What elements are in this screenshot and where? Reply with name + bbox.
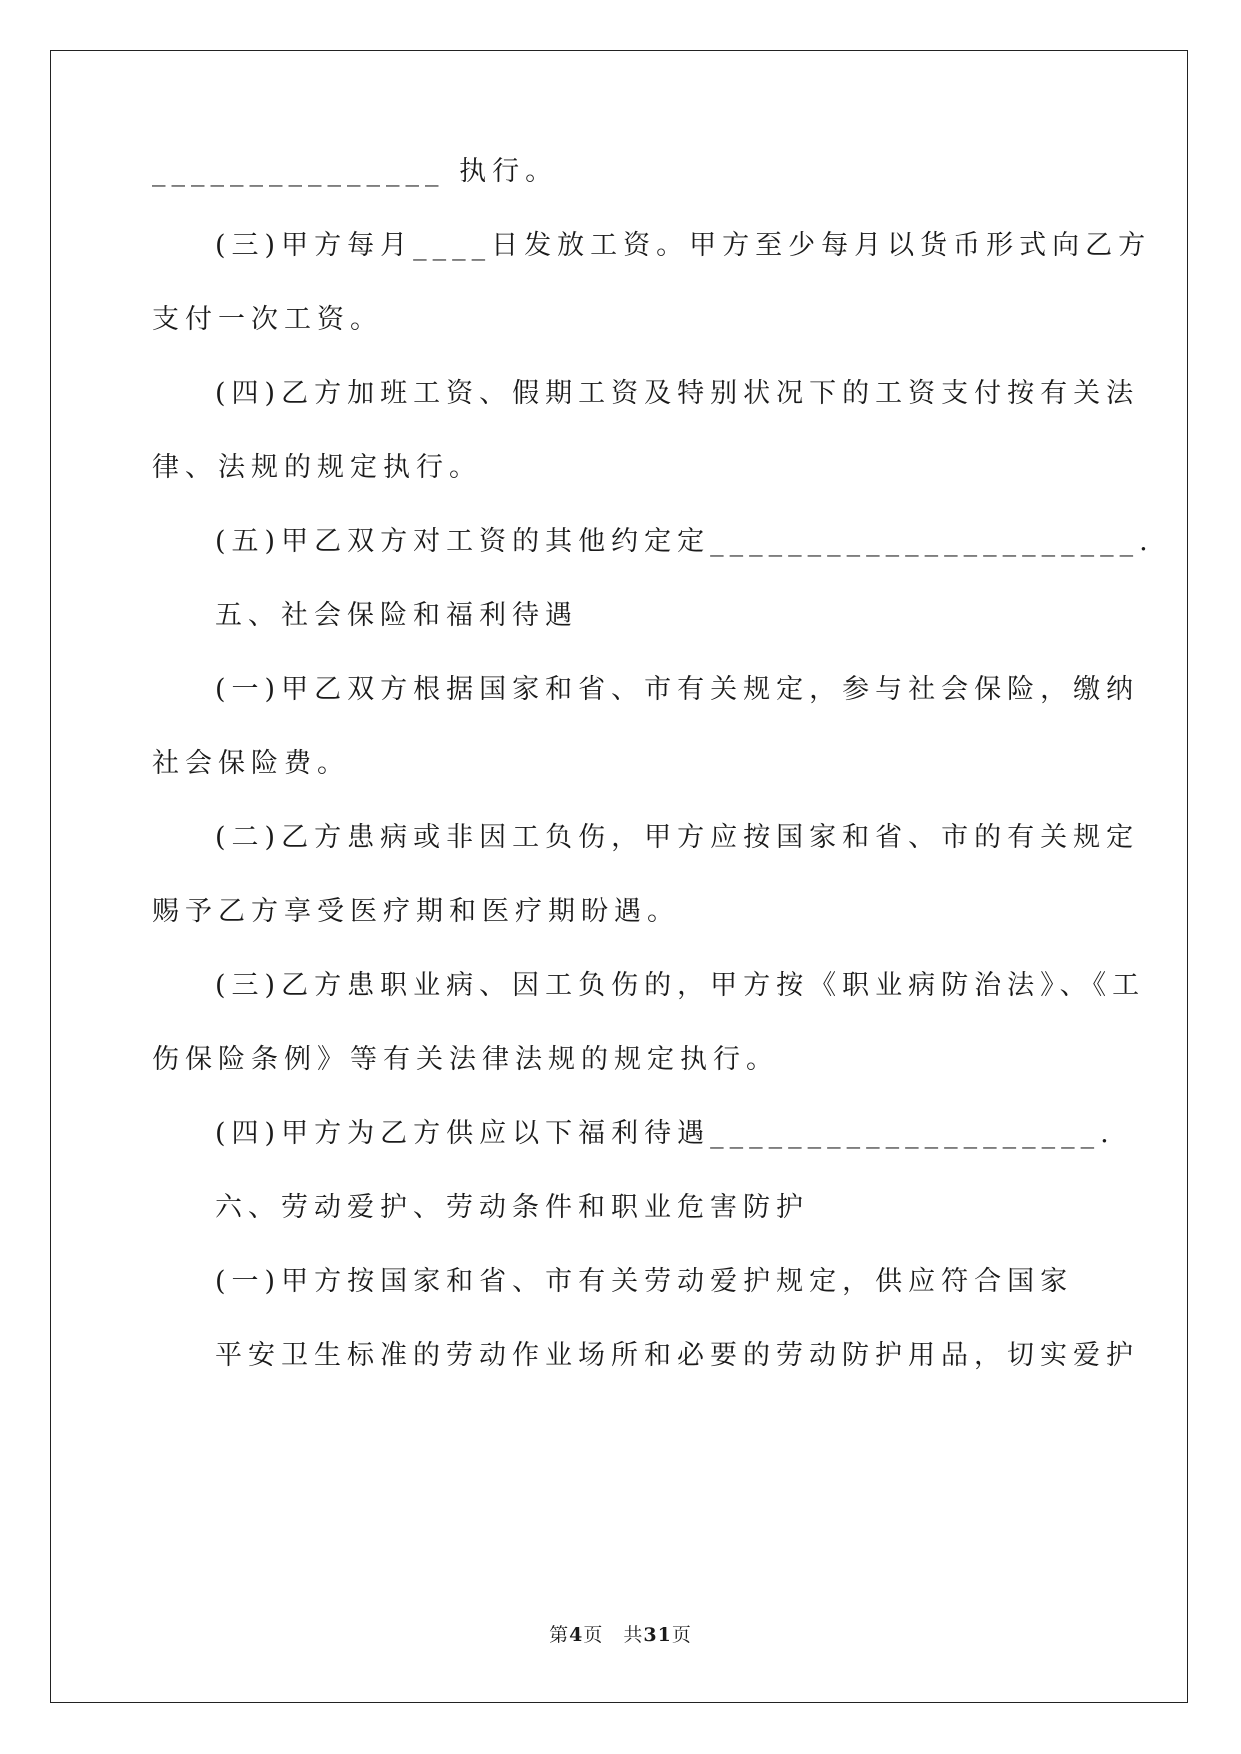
section-heading-5: 五、社会保险和福利待遇 [215,600,578,631]
text-line-17: 平安卫生标准的劳动作业场所和必要的劳动防护用品，切实爱护 [215,1340,1139,1371]
page-footer [0,1620,1241,1647]
text-line-10: (二)乙方患病或非因工负伤，甲方应按国家和省、市的有关规定 [215,822,1140,853]
text-line-9: 社会保险费。 [152,748,350,779]
text-line-14: (四)甲方为乙方供应以下福利待遇____________________. [215,1118,1115,1149]
text-line-12: (三)乙方患职业病、因工负伤的，甲方按《职业病防治法》、《工 [215,970,1146,1001]
text-line-11: 赐予乙方享受医疗期和医疗期盼遇。 [152,896,680,927]
page-border [50,50,1188,1703]
text-line-13: 伤保险条例》等有关法律法规的规定执行。 [152,1044,779,1075]
total-page-count: 31 [643,1624,672,1646]
text-line-1: _______________ 执行。 [152,156,559,187]
text-line-2: (三)甲方每月____日发放工资。甲方至少每月以货币形式向乙方 [215,230,1152,261]
section-heading-6: 六、劳动爱护、劳动条件和职业危害防护 [215,1192,809,1223]
footer-prefix: 第 [549,1624,570,1646]
text-line-8: (一)甲乙双方根据国家和省、市有关规定，参与社会保险，缴纳 [215,674,1140,705]
text-line-5: 律、法规的规定执行。 [152,452,482,483]
text-line-4: (四)乙方加班工资、假期工资及特别状况下的工资支付按有关法 [215,378,1140,409]
footer-middle: 页 共 [583,1624,644,1646]
current-page-number: 4 [569,1624,584,1646]
text-line-6: (五)甲乙双方对工资的其他约定定______________________. [215,526,1154,557]
text-line-3: 支付一次工资。 [152,304,383,335]
footer-suffix: 页 [671,1624,692,1646]
text-line-16: (一)甲方按国家和省、市有关劳动爱护规定，供应符合国家 [215,1266,1074,1297]
